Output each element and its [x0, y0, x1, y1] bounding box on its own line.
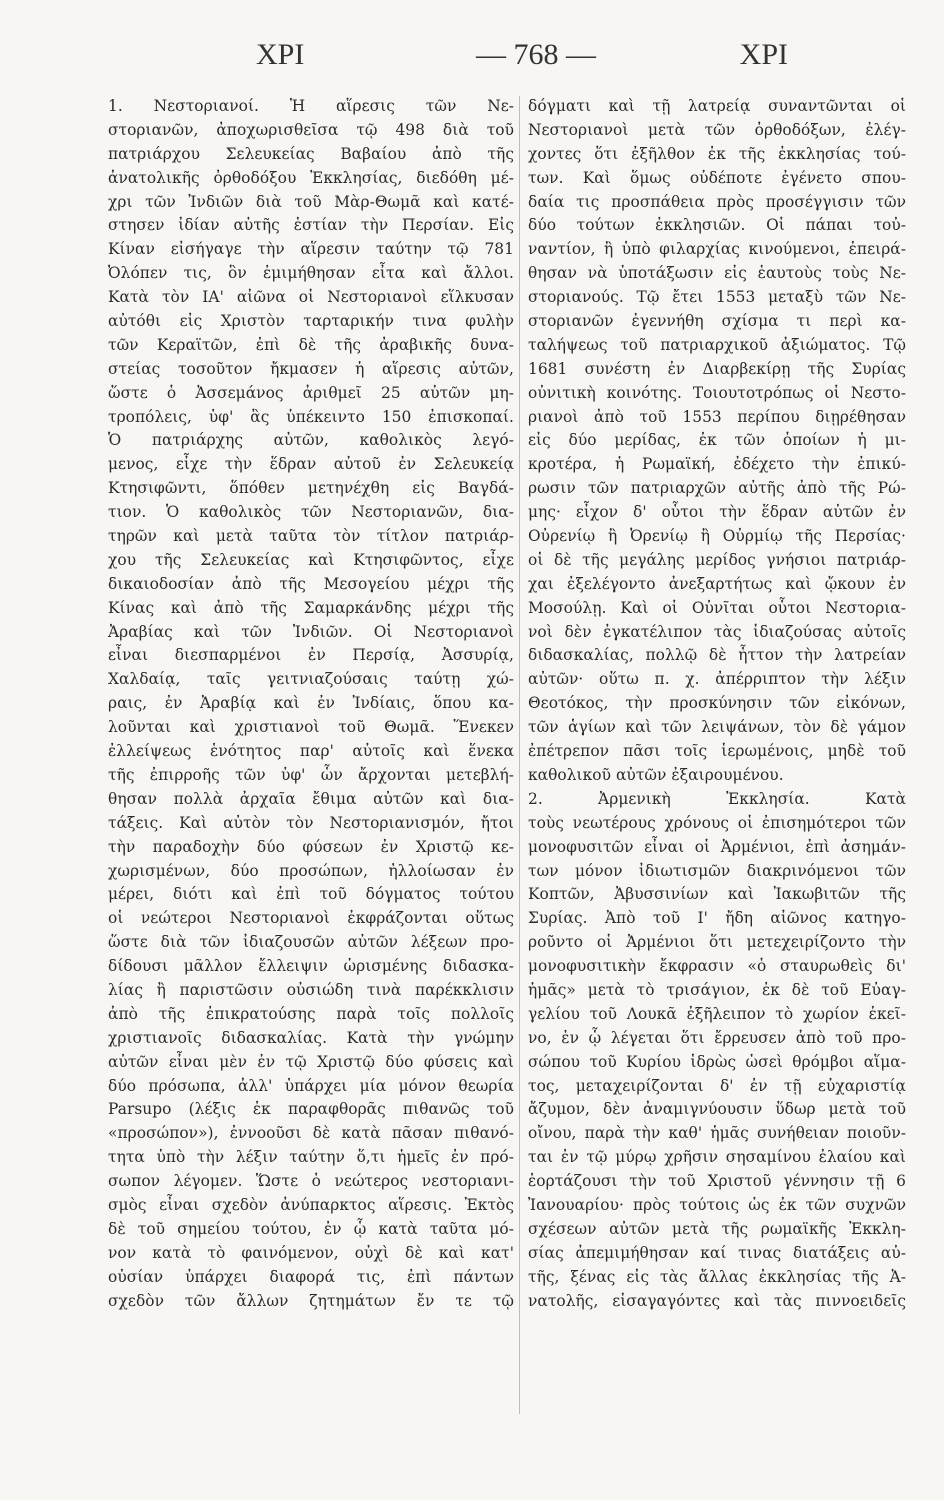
text-line: των. Καὶ ὅμως οὐδέποτε ἐγένετο σπου- — [528, 168, 906, 187]
text-line: κροτέρα, ἡ Ρωμαϊκή, ἐδέχετο τὴν ἐπικύ- — [528, 455, 906, 474]
text-line: οἱ δὲ τῆς μεγάλης μερίδος γνήσιοι πατριάρ- — [528, 550, 906, 569]
text-line: τηρῶν καὶ μετὰ ταῦτα τὸν τίτλον πατριάρ- — [108, 527, 514, 546]
text-line: «προσώπον»), ἐννοοῦσι δὲ κατὰ πᾶσαν πιθανό- — [108, 1124, 514, 1143]
text-line: σωπον λέγομεν. Ὥστε ὁ νεώτερος νεστοριανι- — [108, 1172, 514, 1191]
text-line: ἡμᾶς» μετὰ τὸ τρισάγιον, ἐκ δὲ τοῦ Εὐαγ- — [528, 980, 906, 999]
text-line: λίας ἢ παριστῶσιν οὐσιώδη τινὰ παρέκκλισιν — [108, 980, 514, 999]
text-line: Ἰανουαρίου· πρὸς τούτοις ὡς ἐκ τῶν συχνῶν — [528, 1195, 906, 1214]
text-line: τῶν ἁγίων καὶ τῶν λειψάνων, τὸν δὲ γάμον — [528, 718, 906, 737]
text-line: τοὺς νεωτέρους χρόνους οἱ ἐπισημότεροι τῶν — [528, 813, 906, 832]
text-line: εἶναι διεσπαρμένοι ἐν Περσίᾳ, Ἀσσυρίᾳ, — [108, 646, 514, 665]
text-line: ἀνατολικῆς ὀρθοδόξου Ἐκκλησίας, διεδόθη μέ- — [108, 168, 514, 187]
text-line: ναντίον, ἢ ὑπὸ φιλαρχίας κινούμενοι, ἐπειρά- — [528, 240, 906, 259]
text-line: σχεδὸν τῶν ἄλλων ζητημάτων ἔν τε τῷ — [108, 1291, 514, 1310]
text-line: ἐπέτρεπον πᾶσι τοῖς ἱερωμένοις, μηδὲ τοῦ — [528, 742, 906, 761]
text-line: στοριανῶν ἐγεννήθη σχίσμα τι περὶ κα- — [528, 312, 906, 331]
text-line: 1. Νεστοριανοί. Ἡ αἵρεσις τῶν Νε- — [108, 97, 514, 115]
text-line: ταλήψεως τοῦ πατριαρχικοῦ ἀξιώματος. Τῷ — [528, 335, 906, 354]
text-line: Κίνας καὶ ἀπὸ τῆς Σαμαρκάνδης μέχρι τῆς — [108, 598, 514, 617]
text-line: σίας ἀπεμιμήθησαν καί τινας διατάξεις αὐ- — [528, 1243, 906, 1262]
text-line: νο, ἐν ᾧ λέγεται ὅτι ἔρρευσεν ἀπὸ τοῦ προ- — [528, 1028, 906, 1047]
text-line: Νεστοριανοὶ μετὰ τῶν ὀρθοδόξων, ἐλέγ- — [528, 120, 906, 139]
text-line: ὥστε διὰ τῶν ἰδιαζουσῶν αὐτῶν λέξεων προ- — [108, 933, 514, 952]
text-line: τητα ὑπὸ τὴν λέξιν ταύτην ὅ,τι ἡμεῖς ἐν πρό- — [108, 1148, 514, 1167]
text-line: ται ἐν τῷ μύρῳ χρῆσιν σησαμίνου ἐλαίου καὶ — [528, 1148, 906, 1167]
text-line: νατολῆς, εἰσαγαγόντες καὶ τὰς πιννοειδεῖς — [528, 1291, 906, 1310]
text-line: ὥστε ὁ Ἀσσεμάνος ἀριθμεῖ 25 αὐτῶν μη- — [108, 383, 514, 402]
text-line: καθολικοῦ αὐτῶν ἐξαιρουμένου. — [528, 765, 784, 784]
text-line: στοριανῶν, ἀποχωρισθεῖσα τῷ 498 διὰ τοῦ — [108, 120, 514, 139]
text-line: των μόνον ἰδιωτισμῶν διακρινόμενοι τῶν — [528, 861, 906, 880]
page-header — [248, 38, 794, 82]
text-line: ἐλλείψεως ἑνότητος παρ' αὐτοῖς καὶ ἕνεκα — [108, 742, 514, 761]
text-line: Ὀλόπεν τις, ὃν ἐμιμήθησαν εἶτα καὶ ἄλλοι. — [108, 264, 514, 283]
text-line: Κατὰ τὸν ΙΑ' αἰῶνα οἱ Νεστοριανοὶ εἵλκυσαν — [108, 288, 514, 307]
text-line: αὐτῶν εἶναι μὲν ἐν τῷ Χριστῷ δύο φύσεις καὶ — [108, 1052, 514, 1071]
text-line: δύο πρόσωπα, ἀλλ' ὑπάρχει μία μόνον θεωρία — [108, 1076, 514, 1095]
text-line: οὐσίαν ὑπάρχει διαφορά τις, ἐπὶ πάντων — [108, 1267, 514, 1286]
text-line: νον κατὰ τὸ φαινόμενον, οὐχὶ δὲ καὶ κατ' — [108, 1243, 514, 1262]
text-line: Κοπτῶν, Ἀβυσσινίων καὶ Ἰακωβιτῶν τῆς — [528, 885, 906, 904]
text-line: τροπόλεις, ὑφ' ἃς ὑπέκειντο 150 ἐπισκοπαί. — [108, 407, 514, 426]
text-line: Συρίας. Ἀπὸ τοῦ Ι' ἤδη αἰῶνος κατηγο- — [528, 909, 906, 928]
text-line: εἰς δύο μερίδας, ἐκ τῶν ὁποίων ἡ μι- — [528, 431, 906, 450]
text-line: χου τῆς Σελευκείας καὶ Κτησιφῶντος, εἶχε — [108, 550, 514, 569]
text-line: νοὶ δὲν ἐγκατέλιπον τὰς ἰδιαζούσας αὐτοῖς — [528, 622, 906, 641]
text-line: στείας τοσοῦτον ἤκμασεν ἡ αἵρεσις αὐτῶν, — [108, 359, 514, 378]
text-line: δαία τις προσπάθεια πρὸς προσέγγισιν τῶν — [528, 192, 906, 211]
text-line: χρι τῶν Ἰνδιῶν διὰ τοῦ Μὰρ-Θωμᾶ καὶ κατέ- — [108, 192, 514, 211]
text-line: ἄζυμον, δὲν ἀναμιγνύουσιν ὕδωρ μετὰ τοῦ — [528, 1100, 906, 1119]
right-column-text — [528, 95, 906, 1313]
text-line: ριανοὶ ἀπὸ τοῦ 1553 περίπου διῃρέθησαν — [528, 407, 906, 426]
text-line: χωρισμένων, δύο προσώπων, ἠλλοίωσαν ἐν — [108, 861, 514, 880]
text-line: μενος, εἶχε τὴν ἕδραν αὐτοῦ ἐν Σελευκείᾳ — [108, 455, 514, 474]
text-line: 2. Ἀρμενικὴ Ἐκκλησία. Κατὰ — [528, 789, 906, 808]
text-line: ραις, ἐν Ἀραβίᾳ καὶ ἐν Ἰνδίαις, ὅπου κα- — [108, 694, 514, 713]
text-line: ἀπὸ τῆς ἐπικρατούσης παρὰ τοῖς πολλοῖς — [108, 1004, 514, 1023]
text-line: τῶν Κεραϊτῶν, ἐπὶ δὲ τῆς ἀραβικῆς δυνα- — [108, 335, 514, 354]
text-line: χοντες ὅτι ἐξῆλθον ἐκ τῆς ἐκκλησίας τού- — [528, 144, 906, 163]
header-right-keyword: ΧΡΙ — [739, 38, 788, 71]
text-line: μέρει, διότι καὶ ἐπὶ τοῦ δόγματος τούτου — [108, 885, 514, 904]
text-line: Κίναν εἰσήγαγε τὴν αἵρεσιν ταύτην τῷ 781 — [108, 240, 514, 259]
text-line: δικαιοδοσίαν ἀπὸ τῆς Μεσογείου μέχρι τῆς — [108, 574, 514, 593]
text-line: δόγματι καὶ τῇ λατρείᾳ συναντῶνται οἱ — [528, 97, 906, 115]
text-line: σμὸς εἶναι σχεδὸν ἀνύπαρκτος αἵρεσις. Ἐκτὸς — [108, 1195, 514, 1214]
text-line: χριστιανοῖς διδασκαλίας. Κατὰ τὴν γνώμην — [108, 1028, 514, 1047]
text-line: 1681 συνέστη ἐν Διαρβεκίρῃ τῆς Συρίας — [528, 359, 906, 378]
text-line: τος, μεταχειρίζονται δ' ἐν τῇ εὐχαριστίᾳ — [528, 1076, 906, 1095]
text-line: μης· εἶχον δ' οὗτοι τὴν ἕδραν αὐτῶν ἐν — [528, 503, 906, 522]
text-line: Οὐρενίῳ ἢ Ὀρενίῳ ἢ Οὐρμίῳ τῆς Περσίας· — [528, 527, 906, 546]
text-line: δύο τούτων ἐκκλησιῶν. Οἱ πάπαι τοὐ- — [528, 216, 906, 235]
text-line: λοῦνται καὶ χριστιανοὶ τοῦ Θωμᾶ. Ἕνεκεν — [108, 718, 514, 737]
text-line: Κτησιφῶντι, ὅπόθεν μετηνέχθη εἰς Βαγδά- — [108, 479, 514, 498]
text-line: τῆς, ξένας εἰς τὰς ἄλλας ἐκκλησίας τῆς Ἀ- — [528, 1267, 906, 1286]
header-left-keyword: ΧΡΙ — [256, 38, 305, 71]
text-line: χαι ἐξελέγοντο ἀνεξαρτήτως καὶ ᾤκουν ἐν — [528, 574, 906, 593]
column-divider — [519, 96, 520, 1414]
text-line: Parsupo (λέξις ἐκ παραφθορᾶς πιθανῶς τοῦ — [108, 1100, 514, 1119]
text-line: αὐτῶν· οὕτω π. χ. ἀπέρριπτον τὴν λέξιν — [528, 670, 906, 689]
text-line: οἴνου, παρὰ τὴν καθ' ἡμᾶς συνήθειαν ποιοῦν- — [528, 1124, 906, 1143]
text-line: οὐνιτικὴ κοινότης. Τοιουτοτρόπως οἱ Νεστο- — [528, 383, 906, 402]
text-line: γελίου τοῦ Λουκᾶ ἐξῆλειπον τὸ χωρίον ἐκεῖ- — [528, 1004, 906, 1023]
text-line: τῆς ἐπιρροῆς τῶν ὑφ' ὧν ἄρχονται μετεβλή- — [108, 765, 514, 784]
text-line: μονοφυσιτῶν εἶναι οἱ Ἀρμένιοι, ἐπὶ ἀσημάν- — [528, 837, 906, 856]
text-line: Χαλδαίᾳ, ταῖς γειτνιαζούσαις ταύτῃ χώ- — [108, 670, 514, 689]
text-line: Μοσούλῃ. Καὶ οἱ Οὐνῖται οὗτοι Νεστορια- — [528, 598, 906, 617]
text-line: Ἀραβίας καὶ τῶν Ἰνδιῶν. Οἱ Νεστοριανοὶ — [108, 622, 514, 641]
text-line: αὐτόθι εἰς Χριστὸν ταρταρικήν τινα φυλὴν — [108, 312, 514, 331]
page-number: — 768 — — [476, 38, 596, 71]
text-line: Ὁ πατριάρχης αὐτῶν, καθολικὸς λεγό- — [108, 431, 514, 450]
text-line: διδασκαλίας, πολλῷ δὲ ἧττον τὴν λατρείαν — [528, 646, 906, 665]
text-line: σχέσεων αὐτῶν μετὰ τῆς ρωμαϊκῆς Ἐκκλη- — [528, 1219, 906, 1238]
text-line: θησαν νὰ ὑποτάξωσιν εἰς ἑαυτοὺς τοὺς Νε- — [528, 264, 906, 283]
text-line: σώπου τοῦ Κυρίου ἱδρὼς ὡσεὶ θρόμβοι αἵμα- — [528, 1052, 906, 1071]
left-column-text — [108, 95, 514, 1313]
text-line: Θεοτόκος, τὴν προσκύνησιν τῶν εἰκόνων, — [528, 694, 906, 713]
text-line: ἑορτάζουσι τὴν τοῦ Χριστοῦ γέννησιν τῇ 6 — [528, 1172, 906, 1191]
text-line: δὲ τοῦ σημείου τούτου, ἐν ᾧ κατὰ ταῦτα μό- — [108, 1219, 514, 1238]
text-line: τὴν παραδοχὴν δύο φύσεων ἐν Χριστῷ κε- — [108, 837, 514, 856]
text-line: δίδουσι μᾶλλον ἔλλειψιν ὡρισμένης διδασκα- — [108, 957, 514, 976]
text-line: πατριάρχου Σελευκείας Βαβαίου ἀπὸ τῆς — [108, 144, 514, 163]
text-line: θησαν πολλὰ ἀρχαῖα ἔθιμα αὐτῶν καὶ δια- — [108, 789, 514, 808]
text-line: ροῦντο οἱ Ἀρμένιοι ὅτι μετεχειρίζοντο τὴν — [528, 933, 906, 952]
text-line: τιον. Ὁ καθολικὸς τῶν Νεστοριανῶν, δια- — [108, 503, 514, 522]
text-line: τάξεις. Καὶ αὐτὸν τὸν Νεστοριανισμόν, ἤτοι — [108, 813, 514, 832]
text-line: στοριανούς. Τῷ ἔτει 1553 μεταξὺ τῶν Νε- — [528, 288, 906, 307]
text-line: ρωσιν τῶν πατριαρχῶν αὐτῆς ἀπὸ τῆς Ρώ- — [528, 479, 906, 498]
text-line: στησεν ἰδίαν αὐτῆς ἑστίαν τὴν Περσίαν. Εἰς — [108, 216, 514, 235]
text-line: οἱ νεώτεροι Νεστοριανοὶ ἐκφράζονται οὕτως — [108, 909, 514, 928]
text-line: μονοφυσιτικὴν ἔκφρασιν «ὁ σταυρωθεὶς δι' — [528, 957, 906, 976]
